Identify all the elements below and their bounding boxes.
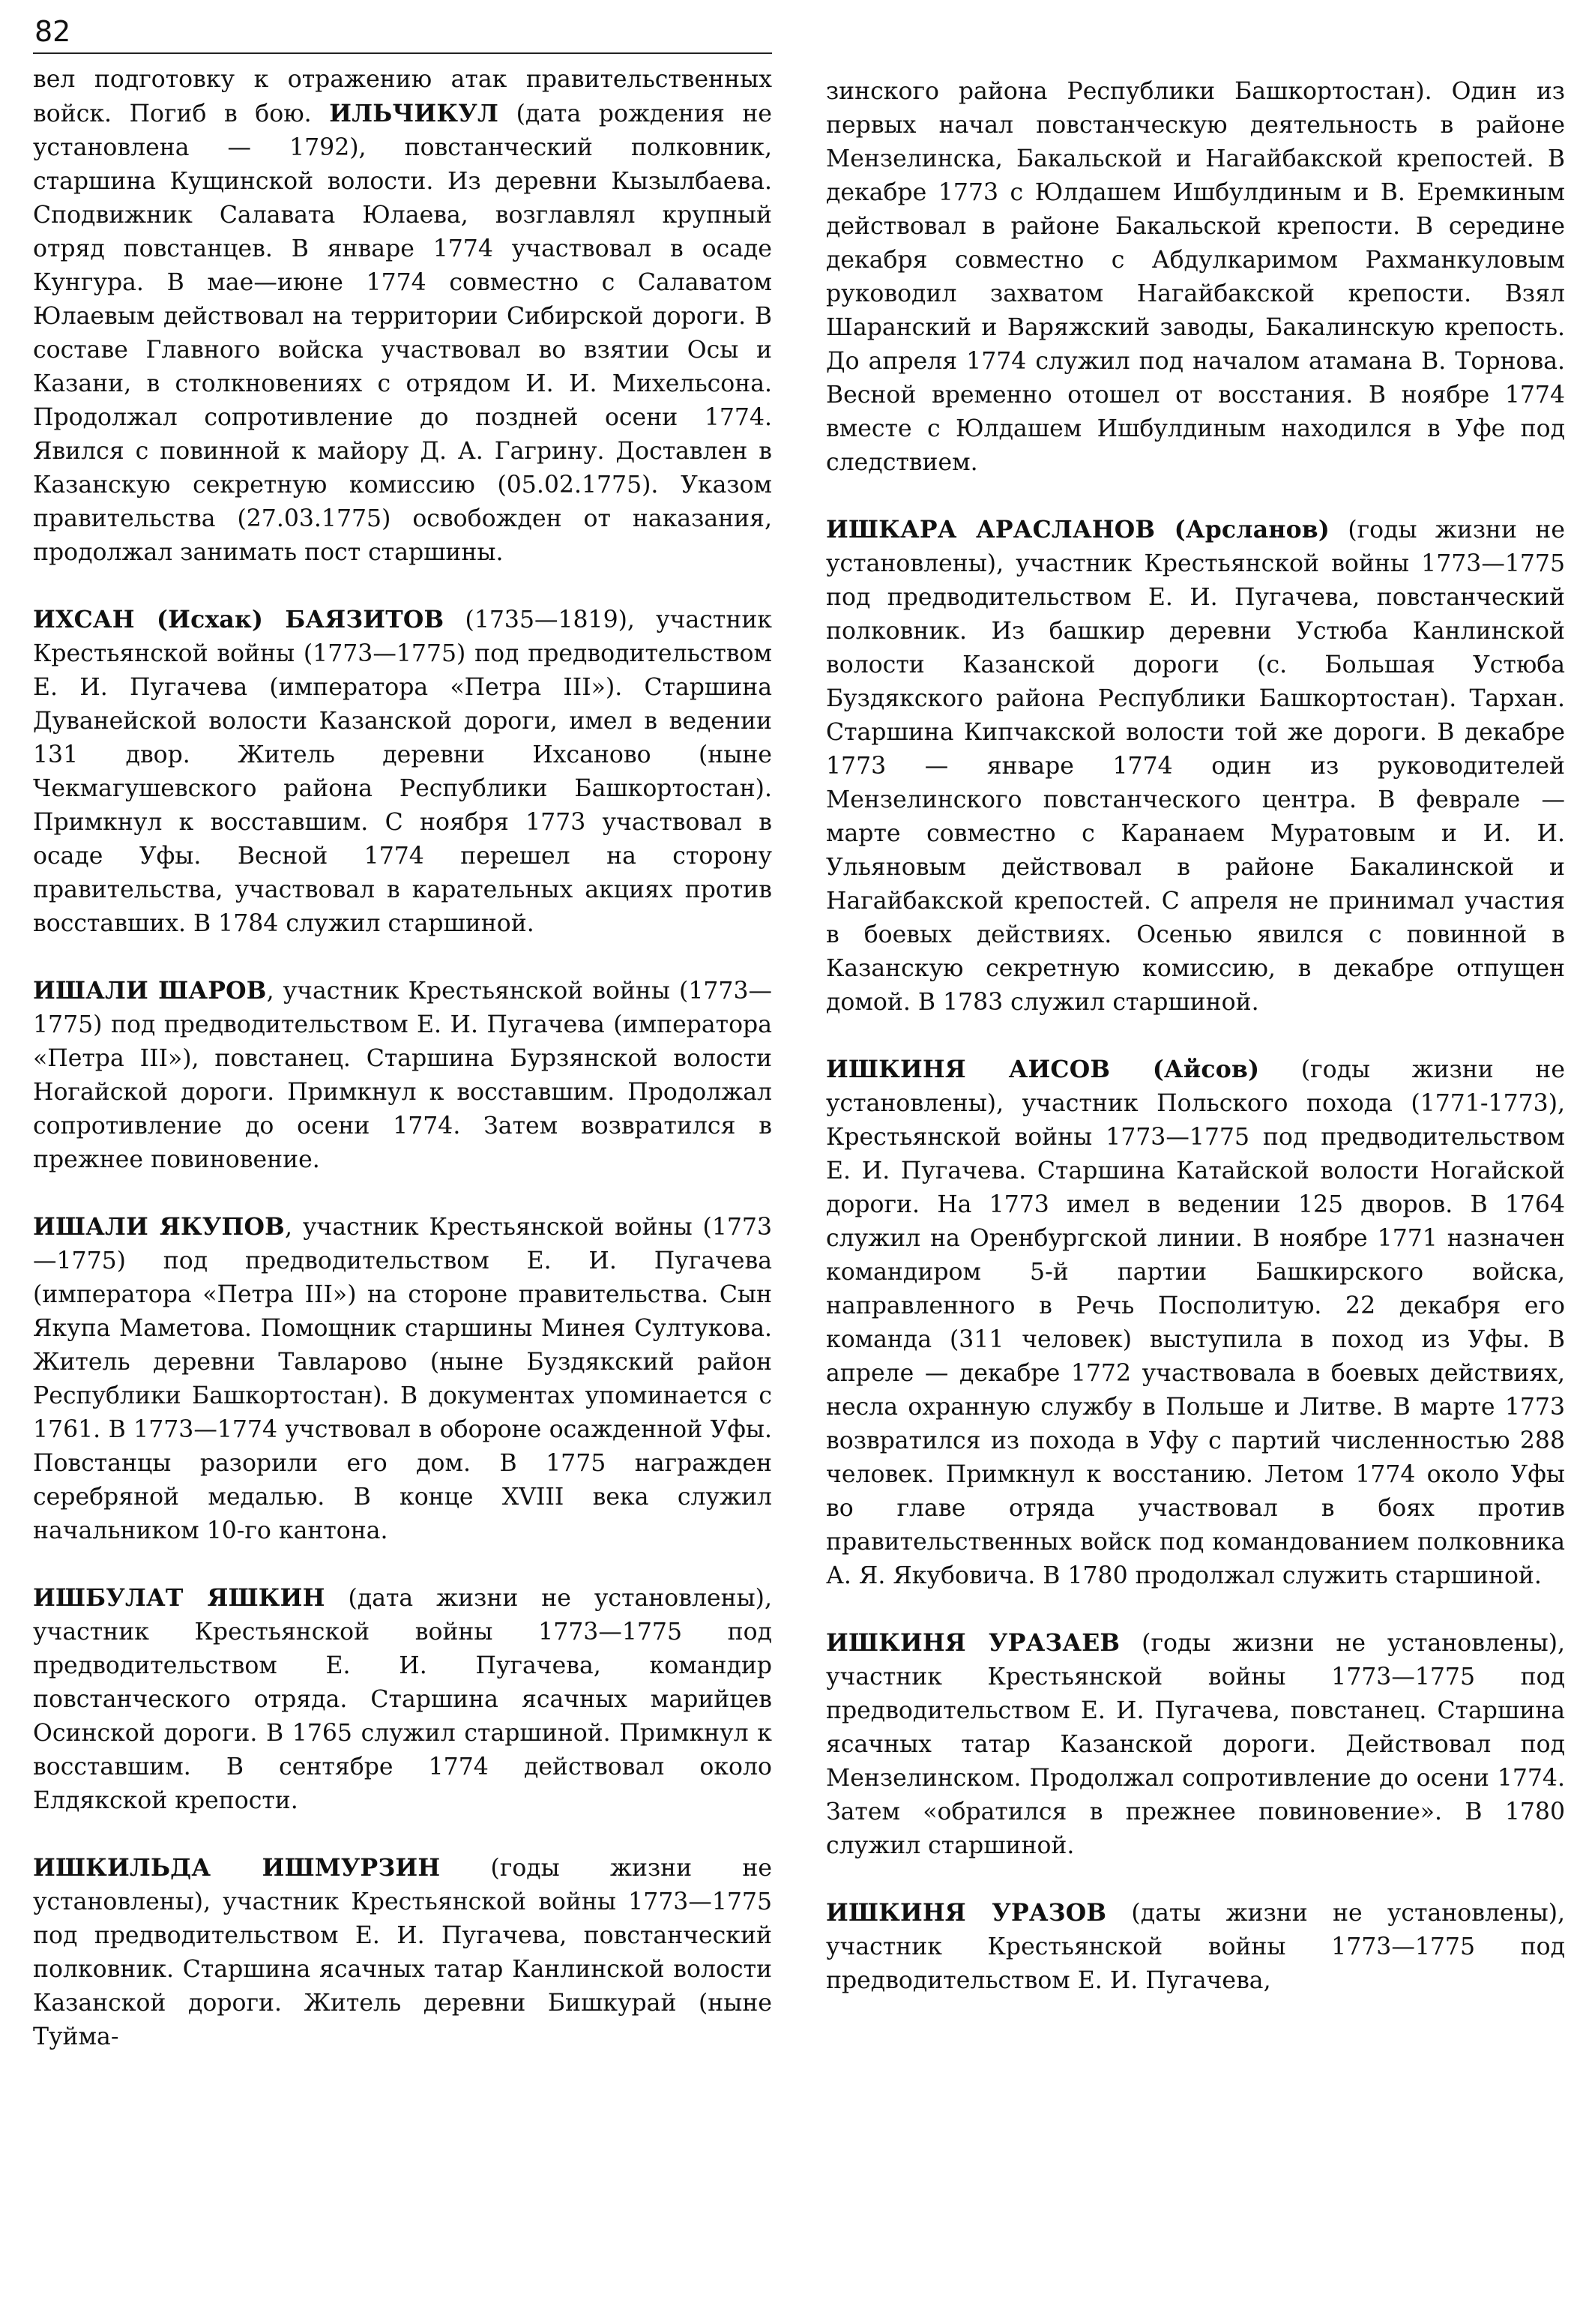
entry-text: (даты жизни не установлены), участник Крестьянской войны 1773—1775 под предводительством Е. И. Пугачева, [826, 1900, 1565, 1994]
entry-headword: ИЛЬЧИКУЛ [329, 100, 499, 127]
page-number: 82 [34, 15, 71, 48]
entry-text: , участник Крестьянской войны (1773—1775) под предводительством Е. И. Пугачева (императора «Петра III») на стороне правительства. Сын Якупа Маметова. Помощник старшины Минея Султукова. Житель деревни Тавларово (ныне Буздякский район Республики Башкортостан). В документах упоминается с 1761. В 1773—1774 учствовал в обороне осажденной Уфы. Повстанцы разорили его дом. В 1775 награжден серебряной медалью. В конце XVIII века служил начальником 10-го кантона. [33, 1214, 772, 1544]
entry-text: , участник Крестьянской войны (1773—1775) под предводительством Е. И. Пугачева (императора «Петра III»), повстанец. Старшина Бурзянской волости Ногайской дороги. Примкнул к восставшим. Продолжал сопротивление до осени 1774. Затем возвратился в прежнее повиновение. [33, 978, 772, 1173]
entry-headword: ИШКИНЯ АИСОВ (Айсов) [826, 1056, 1260, 1083]
entry-headword: ИХСАН (Исхак) БАЯЗИТОВ [33, 606, 444, 633]
page-header [33, 10, 772, 54]
entry-text: (годы жизни не установлены), участник Крестьянской войны 1773—1775 под предводительством Е. И. Пугачева, повстанец. Старшина ясачных татар Казанской дороги. Действовал под Мензелинском. Продолжал сопротивление до осени 1774. Затем «обратился в прежнее повиновение». В 1780 служил старшиной. [826, 1630, 1566, 1859]
entry-headword: ИШБУЛАТ ЯШКИН [33, 1584, 325, 1612]
entry-continued [826, 75, 1565, 480]
entry-text: (дата рождения не установлена — 1792), повстанческий полковник, старшина Кущинской волости. Из деревни Кызылбаева. Сподвижник Салавата Юлаева, возглавлял крупный отряд повстанцев. В январе 1774 участвовал в осаде Кунгура. В мае—июне 1774 совместно с Салаватом Юлаевым действовал на территории Сибирской дороги. В составе Главного войска участвовал во взятии Осы и Казани, в столкновениях с отрядом И. И. Михельсона. Продолжал сопротивление до поздней осени 1774. Явился с повинной к майору Д. А. Гагрину. Доставлен в Казанскую секретную комиссию (05.02.1775). Указом правительства (27.03.1775) освобожден от наказания, продолжал занимать пост старшины. [33, 100, 772, 566]
entry-ishbulat-yashkin [33, 1581, 772, 1818]
right-column [826, 75, 1565, 1998]
entry-text: (1735—1819), участник Крестьянской войны (1773—1775) под предводительством Е. И. Пугачева (императора «Петра III»). Старшина Дуванейской волости Казанской дороги, имел в ведении 131 двор. Житель деревни Ихсаново (ныне Чекмагушевского района Республики Башкортостан). Примкнул к восставшим. С ноября 1773 участвовал в осаде Уфы. Весной 1774 перешел на сторону правительства, участвовал в карательных акциях против восставших. В 1784 служил старшиной. [33, 606, 772, 937]
entry-headword: ИШКИНЯ УРАЗАЕВ [826, 1629, 1121, 1657]
entry-ishkara-araslanov [826, 513, 1565, 1020]
entry-text: (годы жизни не установлены), участник Польского похода (1771-1773), Крестьянской войны 1773—1775 под предводительством Е. И. Пугачева. Старшина Катайской волости Ногайской дороги. На 1773 имел в ведении 125 дворов. В 1764 служил на Оренбургской линии. В ноябре 1771 назначен командиром 5-й партии Башкирского войска, направленного в Речь Посполитую. 22 декабря его команда (311 человек) выступила в поход из Уфы. В апреле — декабре 1772 участвовала в боевых действиях, несла охранную службу в Польше и Литве. В марте 1773 возвратился из похода в Уфу с партий численностью 288 человек. Примкнул к восстанию. Летом 1774 около Уфы во главе отряда участвовал в боях против правительственных войск под командованием полковника А. Я. Якубовича. В 1780 продолжал служить старшиной. [826, 1056, 1565, 1589]
entry-ishali-sharov [33, 974, 772, 1177]
entry-headword: ИШКАРА АРАСЛАНОВ (Арсланов) [826, 516, 1330, 544]
entry-headword: ИШКИЛЬДА ИШМУРЗИН [33, 1854, 441, 1882]
entry-text: зинского района Республики Башкортостан). Один из первых начал повстанческую деятельность в районе Мензелинска, Бакальской и Нагайбакской крепостей. В декабре 1773 с Юлдашем Ишбулдиным и В. Еремкиным действовал в районе Бакальской крепости. В середине декабря совместно с Абдулкаримом Рахманкуловым руководил захватом Нагайбакской крепости. Взял Шаранский и Варяжский заводы, Бакалинскую крепость. До апреля 1774 служил под началом атамана В. Торнова. Весной временно отошел от восстания. В ноябре 1774 вместе с Юлдашем Ишбулдиным находился в Уфе под следствием. [826, 78, 1565, 476]
entry-ishali-yakupov [33, 1210, 772, 1548]
entry-text: (годы жизни не установлены), участник Крестьянской войны 1773—1775 под предводительством Е. И. Пугачева, повстанческий полковник. Из башкир деревни Устюба Канлинской волости Казанской дороги (с. Большая Устюба Буздякского района Республики Башкортостан). Тархан. Старшина Кипчакской волости той же дороги. В декабре 1773 — январе 1774 один из руководителей Мензелинского повстанческого центра. В феврале — марте совместно с Каранаем Муратовым и И. И. Ульяновым действовал в районе Бакалинской и Нагайбакской крепостей. С апреля не принимал участия в боевых действиях. Осенью явился с повинной в Казанскую секретную комиссию, в декабре отпущен домой. В 1783 служил старшиной. [826, 517, 1565, 1016]
entry-headword: ИШКИНЯ УРАЗОВ [826, 1899, 1107, 1927]
entry-text: вел подготовку к отражению атак правительственных войск. Погиб в бою. [33, 66, 772, 127]
left-column [33, 63, 772, 2054]
entry-ikhsan-bayazitov [33, 603, 772, 941]
entry-continued [33, 63, 772, 570]
entry-ishkinya-urazov [826, 1896, 1565, 1998]
entry-text: (дата жизни не установлены), участник Крестьянской войны 1773—1775 под предводительством Е. И. Пугачева, командир повстанческого отряда. Старшина ясачных марийцев Осинской дороги. В 1765 служил старшиной. Примкнул к восставшим. В сентябре 1774 действовал около Елдякской крепости. [33, 1585, 772, 1814]
entry-ishkilda-ishmurzin [33, 1851, 772, 2054]
entry-text: (годы жизни не установлены), участник Крестьянской войны 1773—1775 под предводительством Е. И. Пугачева, повстанческий полковник. Старшина ясачных татар Канлинской волости Казанской дороги. Житель деревни Бишкурай (ныне Туйма- [33, 1855, 772, 2050]
entry-headword: ИШАЛИ ШАРОВ [33, 977, 267, 1005]
entry-ishkinya-aisov [826, 1053, 1565, 1593]
entry-headword: ИШАЛИ ЯКУПОВ [33, 1213, 285, 1241]
entry-ishkinya-urazaev [826, 1626, 1565, 1863]
